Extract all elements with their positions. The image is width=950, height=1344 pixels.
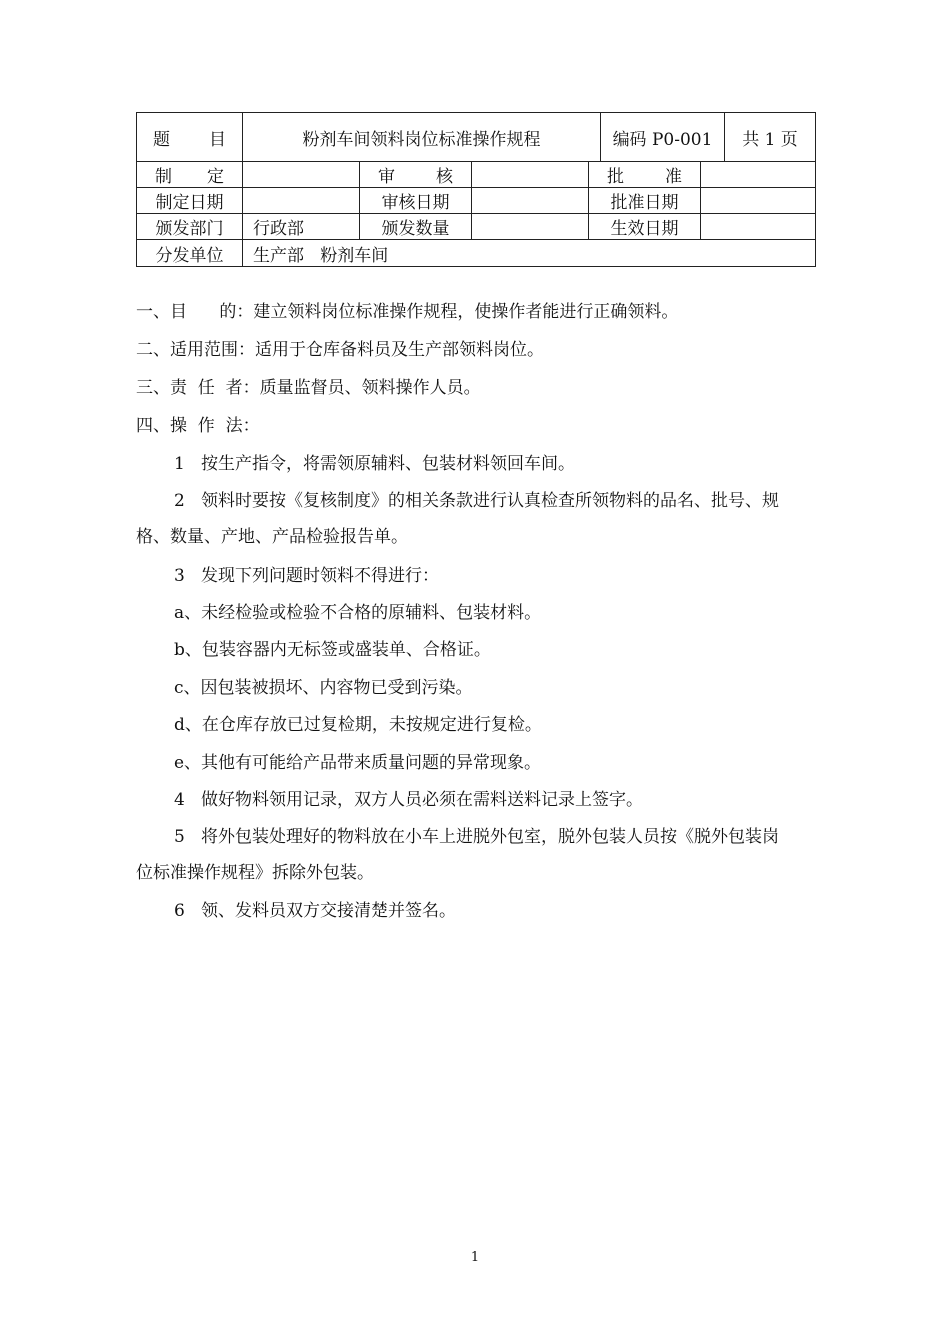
- step-2-line-2: 格、数量、产地、产品检验报告单。: [136, 527, 408, 547]
- section-scope: 二、适用范围：适用于仓库备料员及生产部领料岗位。: [136, 340, 544, 360]
- step-3: 3 发现下列问题时领料不得进行：: [174, 566, 440, 586]
- made-value: [243, 162, 360, 188]
- review-date-label: 审核日期: [360, 188, 472, 214]
- effective-date-value: [701, 214, 815, 240]
- document-header-table: [136, 112, 816, 267]
- review-value: [472, 162, 589, 188]
- page-count: 共 1 页: [742, 129, 798, 150]
- step-5-line-2: 位标准操作规程》拆除外包装。: [136, 863, 374, 883]
- review-date-value: [472, 188, 589, 214]
- approve-date-value: [701, 188, 815, 214]
- issue-dept-value: 行政部: [243, 214, 360, 240]
- dist-unit-value: 生产部 粉剂车间: [253, 245, 389, 266]
- section-responsible: 三、责 任 者：质量监督员、领料操作人员。: [136, 378, 481, 398]
- title-label-right: 目: [209, 129, 226, 150]
- made-date-label: 制定日期: [137, 188, 243, 214]
- page-number: 1: [470, 1250, 480, 1265]
- step-1: 1 按生产指令，将需领原辅料、包装材料领回车间。: [174, 454, 576, 474]
- document-code: 编码 P0-001: [601, 113, 725, 161]
- review-label: 审 核: [360, 162, 472, 188]
- step-3-e: e、其他有可能给产品带来质量问题的异常现象。: [174, 753, 542, 773]
- step-3-c: c、因包装被损坏、内容物已受到污染。: [174, 678, 473, 698]
- section-purpose: 一、目 的：建立领料岗位标准操作规程，使操作者能进行正确领料。: [136, 302, 679, 322]
- step-4: 4 做好物料领用记录，双方人员必须在需料送料记录上签字。: [174, 790, 644, 810]
- approve-date-label: 批准日期: [589, 188, 701, 214]
- title-label-left: 题: [153, 129, 170, 150]
- dist-unit-label: 分发单位: [137, 240, 243, 266]
- issue-qty-label: 颁发数量: [360, 214, 472, 240]
- issue-qty-value: [472, 214, 589, 240]
- made-date-value: [243, 188, 360, 214]
- step-3-b: b、包装容器内无标签或盛装单、合格证。: [174, 640, 491, 660]
- step-3-d: d、在仓库存放已过复检期，未按规定进行复检。: [174, 715, 542, 735]
- step-6: 6 领、发料员双方交接清楚并签名。: [174, 901, 457, 921]
- approve-value: [701, 162, 815, 188]
- section-procedure: 四、操 作 法：: [136, 416, 260, 436]
- step-2-line-1: 2 领料时要按《复核制度》的相关条款进行认真检查所领物料的品名、批号、规: [174, 491, 780, 511]
- step-3-a: a、未经检验或检验不合格的原辅料、包装材料。: [174, 603, 542, 623]
- approve-label: 批 准: [589, 162, 701, 188]
- header-title-row: [137, 113, 815, 162]
- issue-dept-label: 颁发部门: [137, 214, 243, 240]
- document-title: 粉剂车间领料岗位标准操作规程: [243, 113, 601, 161]
- effective-date-label: 生效日期: [589, 214, 701, 240]
- header-grid: [137, 162, 815, 266]
- title-label-cell: [137, 113, 243, 161]
- made-label: 制 定: [137, 162, 243, 188]
- step-5-line-1: 5 将外包装处理好的物料放在小车上进脱外包室，脱外包装人员按《脱外包装岗: [174, 827, 780, 847]
